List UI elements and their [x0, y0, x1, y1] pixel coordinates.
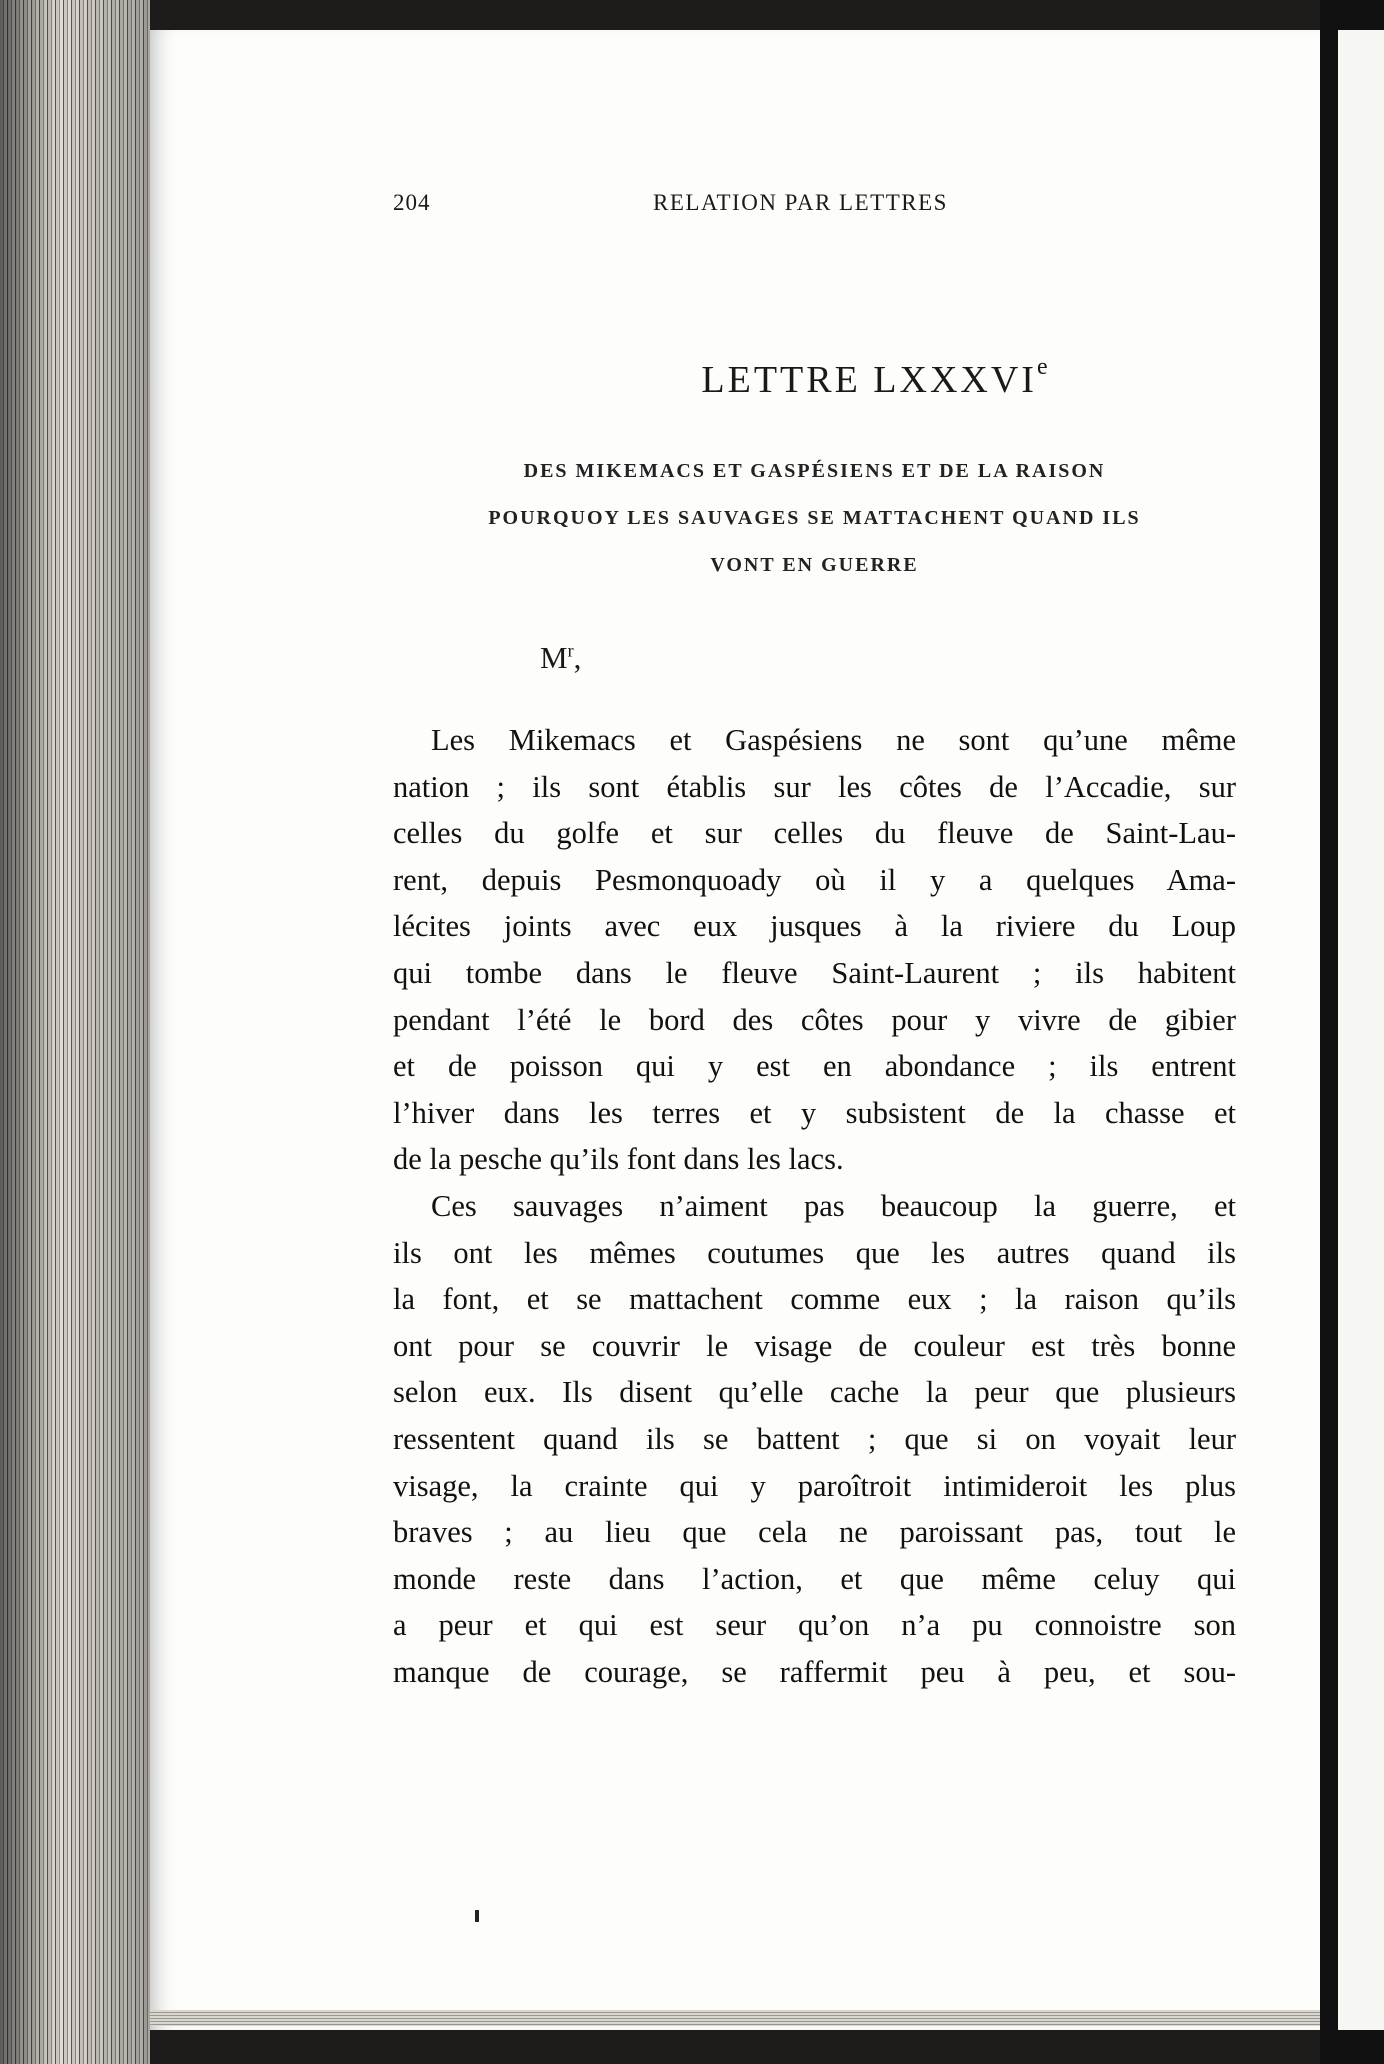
text-line: a peur et qui est seur qu’on n’a pu connoistre son: [393, 1608, 1236, 1643]
salutation: [540, 640, 581, 676]
body-text: [393, 717, 1236, 1695]
text-line: et de poisson qui y est en abondance ; ils entrent: [393, 1049, 1236, 1084]
text-line: ressentent quand ils se battent ; que si on voyait leur: [393, 1421, 1236, 1456]
text-line: celles du golfe et sur celles du fleuve de Saint-Lau-: [393, 816, 1236, 851]
text-line: l’hiver dans les terres et y subsistent de la chasse et: [393, 1095, 1236, 1130]
salutation-text: M: [540, 640, 568, 675]
subtitle-line: DES MIKEMACS ET GASPÉSIENS ET DE LA RAISON: [523, 460, 1106, 482]
text-line: lécites joints avec eux jusques à la riviere du Loup: [393, 909, 1236, 944]
subtitle-line: POURQUOY LES SAUVAGES SE MATTACHENT QUAND ILS: [488, 507, 1141, 529]
letter-title-suffix: e: [1036, 354, 1048, 380]
text-line: nation ; ils sont établis sur les côtes de l’Accadie, sur: [393, 769, 1236, 804]
text-line: monde reste dans l’action, et que même celuy qui: [393, 1561, 1236, 1596]
text-line: de la pesche qu’ils font dans les lacs.: [393, 1142, 844, 1177]
text-line: visage, la crainte qui y paroîtroit intimideroit les plus: [393, 1468, 1236, 1503]
letter-title-text: LETTRE LXXXVI: [701, 359, 1037, 401]
running-title: RELATION PAR LETTRES: [653, 190, 948, 215]
text-line: selon eux. Ils disent qu’elle cache la peur que plusieurs: [393, 1375, 1236, 1410]
page-bottom-edge: [150, 2010, 1320, 2026]
text-line: qui tombe dans le fleuve Saint-Laurent ; ils habitent: [393, 955, 1236, 990]
text-line: rent, depuis Pesmonquoady où il y a quelques Ama-: [393, 862, 1236, 897]
text-line: ont pour se couvrir le visage de couleur est très bonne: [393, 1328, 1236, 1363]
text-line: manque de courage, se raffermit peu à peu, et sou-: [393, 1654, 1236, 1689]
salutation-superscript: r: [567, 640, 574, 661]
text-line: Les Mikemacs et Gaspésiens ne sont qu’une même: [431, 723, 1236, 757]
salutation-punct: ,: [573, 640, 582, 675]
ink-mark: [475, 1910, 479, 1922]
facing-page-edge: [1338, 30, 1384, 2030]
text-line: braves ; au lieu que cela ne paroissant pas, tout le: [393, 1515, 1236, 1550]
subtitle-line: VONT EN GUERRE: [710, 554, 919, 576]
letter-title: [393, 354, 1236, 402]
letter-subtitle: [393, 448, 1236, 589]
page-number: 204: [393, 190, 431, 215]
text-line: Ces sauvages n’aiment pas beaucoup la guerre, et: [431, 1188, 1236, 1223]
book-page-edges: [0, 0, 150, 2064]
text-line: la font, et se mattachent comme eux ; la raison qu’ils: [393, 1282, 1236, 1317]
text-line: ils ont les mêmes coutumes que les autres quand ils: [393, 1235, 1236, 1270]
text-line: pendant l’été le bord des côtes pour y vivre de gibier: [393, 1002, 1236, 1037]
